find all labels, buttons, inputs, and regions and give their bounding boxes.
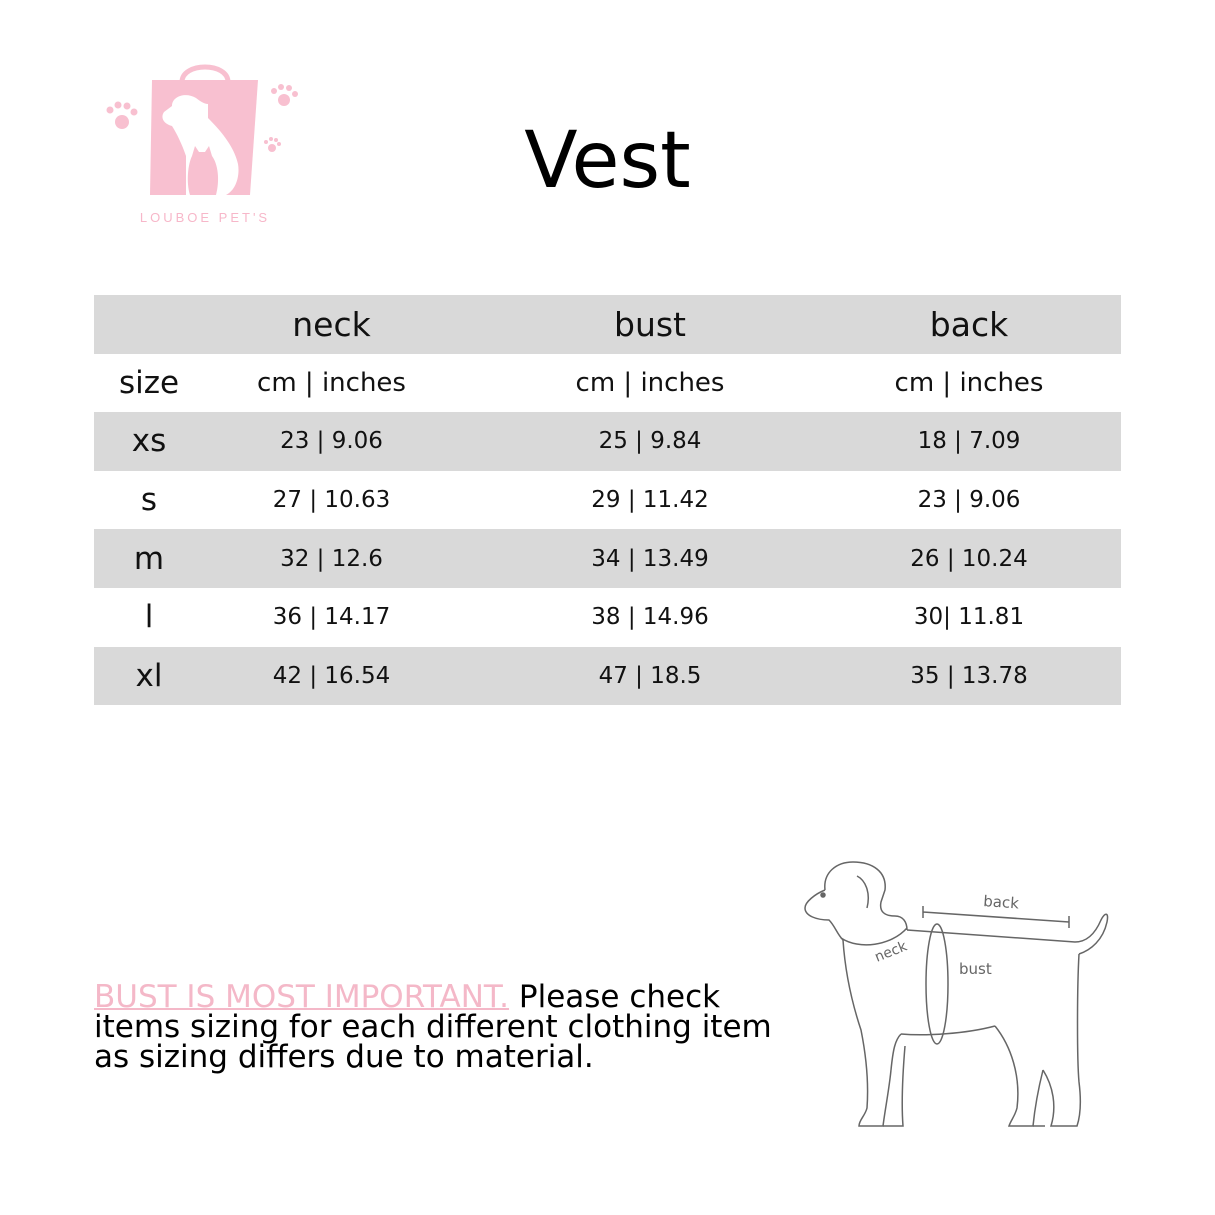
- dog-outline-icon: [795, 850, 1125, 1150]
- size-cell: xs: [131, 423, 167, 460]
- diagram-label-neck: neck: [872, 938, 910, 966]
- size-label: size: [118, 364, 180, 401]
- bust-cell: 25 | 9.84: [598, 428, 702, 455]
- table-row: [94, 647, 1121, 706]
- bust-cell: 29 | 11.42: [591, 487, 709, 514]
- column-header-neck: neck: [292, 304, 371, 344]
- page-title: Vest: [524, 116, 691, 206]
- bust-important-highlight: BUST IS MOST IMPORTANT.: [94, 979, 510, 1015]
- size-cell: m: [133, 540, 165, 577]
- unit-label-back: cm | inches: [894, 367, 1044, 398]
- table-header-row: [94, 295, 1121, 354]
- sizing-note: [94, 979, 814, 1075]
- size-cell: s: [140, 482, 158, 519]
- size-chart-table: [94, 295, 1121, 705]
- neck-cell: 32 | 12.6: [280, 545, 383, 572]
- neck-cell: 27 | 10.63: [272, 487, 391, 514]
- diagram-label-back: back: [982, 892, 1020, 913]
- sizing-note-text: Please check items sizing for each different clothing item as sizing differs due to material.: [94, 979, 772, 1075]
- back-cell: 18 | 7.09: [917, 428, 1021, 455]
- bust-cell: 38 | 14.96: [591, 604, 709, 631]
- neck-cell: 36 | 14.17: [272, 604, 391, 631]
- size-cell: l: [144, 599, 154, 636]
- unit-label-bust: cm | inches: [575, 367, 725, 398]
- column-header-bust: bust: [614, 304, 686, 344]
- table-row: [94, 412, 1121, 471]
- back-cell: 26 | 10.24: [910, 545, 1028, 572]
- column-header-back: back: [929, 304, 1009, 344]
- back-cell: 35 | 13.78: [910, 662, 1028, 689]
- neck-cell: 23 | 9.06: [280, 428, 383, 455]
- table-row: [94, 471, 1121, 530]
- bust-cell: 47 | 18.5: [598, 662, 702, 689]
- unit-label-neck: cm | inches: [257, 367, 406, 398]
- table-row: [94, 529, 1121, 588]
- units-row: [94, 354, 1121, 413]
- diagram-label-bust: bust: [959, 960, 992, 978]
- neck-cell: 42 | 16.54: [272, 662, 391, 689]
- size-cell: xl: [135, 657, 163, 694]
- table-row: [94, 588, 1121, 647]
- back-cell: 23 | 9.06: [917, 487, 1021, 514]
- brand-name: LOUBOE PET'S: [139, 210, 271, 225]
- dog-measurement-diagram: [795, 850, 1125, 1150]
- back-cell: 30| 11.81: [913, 604, 1025, 631]
- bust-cell: 34 | 13.49: [591, 545, 709, 572]
